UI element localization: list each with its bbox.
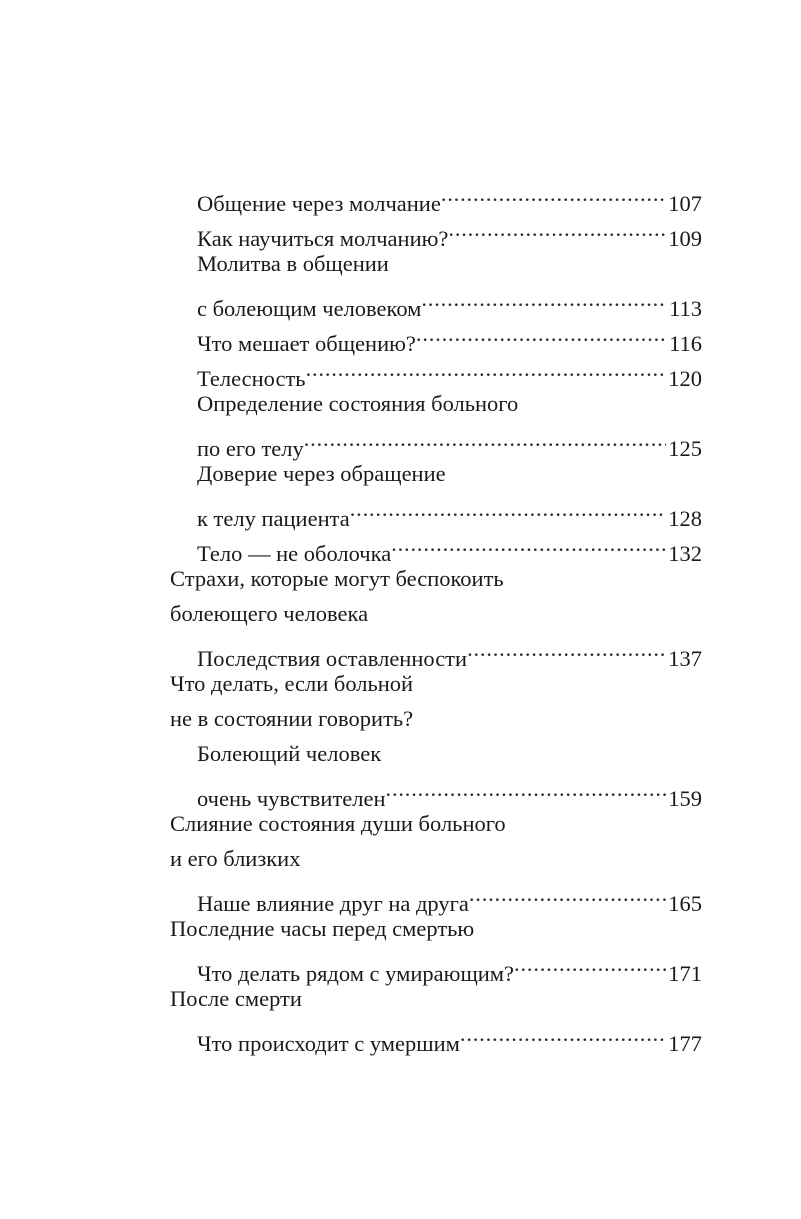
toc-entry-title: После смерти bbox=[170, 986, 302, 1011]
toc-entry-title: болеющего человека bbox=[170, 601, 369, 626]
toc-entry-title: к телу пациента bbox=[197, 506, 350, 531]
toc-entry-title: Слияние состояния души больного bbox=[170, 811, 506, 836]
toc-page-number: 120 bbox=[668, 366, 702, 391]
toc-dot-leader bbox=[304, 421, 667, 456]
toc-dot-leader bbox=[514, 946, 666, 981]
toc-entry[interactable] bbox=[170, 631, 702, 671]
toc-entry-title: Молитва в общении bbox=[197, 251, 389, 276]
toc-dot-leader bbox=[467, 631, 666, 666]
toc-dot-leader bbox=[416, 316, 667, 351]
toc-dot-leader bbox=[350, 491, 667, 526]
toc-entry-title: с болеющим человеком bbox=[197, 296, 422, 321]
toc-heading-line bbox=[170, 736, 702, 771]
toc-page-number: 132 bbox=[668, 541, 702, 566]
toc-entry-title: Что делать, если больной bbox=[170, 671, 414, 696]
toc-page-number: 113 bbox=[669, 296, 702, 321]
toc-page-number: 109 bbox=[668, 226, 702, 251]
toc-heading-line bbox=[170, 386, 702, 421]
toc-heading-line bbox=[170, 596, 702, 631]
toc-entry[interactable] bbox=[170, 946, 702, 986]
toc-page-number: 177 bbox=[668, 1031, 702, 1056]
toc-entry-title: Определение состояния больного bbox=[197, 391, 519, 416]
toc-page-number: 137 bbox=[668, 646, 702, 671]
toc-dot-leader bbox=[460, 1016, 666, 1051]
toc-entry[interactable] bbox=[170, 281, 702, 321]
toc-page-number: 116 bbox=[669, 331, 702, 356]
toc-entry[interactable] bbox=[170, 1016, 702, 1056]
toc-entry-title: не в состоянии говорить? bbox=[170, 706, 414, 731]
toc-entry-title: Что происходит с умершим bbox=[197, 1031, 460, 1056]
toc-heading-line bbox=[170, 701, 702, 736]
toc-entry-title: Наше влияние друг на друга bbox=[197, 891, 469, 916]
toc-heading-line bbox=[170, 841, 702, 876]
toc-page-number: 125 bbox=[668, 436, 702, 461]
toc-entry[interactable] bbox=[170, 421, 702, 461]
toc-entry-title: Что делать рядом с умирающим? bbox=[197, 961, 515, 986]
toc-entry-title: Как научиться молчанию? bbox=[197, 226, 449, 251]
toc-heading-line bbox=[170, 806, 702, 841]
table-of-contents bbox=[170, 176, 702, 1056]
toc-page-number: 128 bbox=[668, 506, 702, 531]
toc-entry-title: Последствия оставленности bbox=[197, 646, 468, 671]
toc-entry-title: Общение через молчание bbox=[197, 191, 441, 216]
toc-heading-line bbox=[170, 561, 702, 596]
toc-entry[interactable] bbox=[170, 876, 702, 916]
toc-entry-title: Что мешает общению? bbox=[197, 331, 416, 356]
toc-page-number: 159 bbox=[668, 786, 702, 811]
toc-dot-leader bbox=[469, 876, 666, 911]
toc-page-number: 107 bbox=[668, 191, 702, 216]
toc-page-number: 171 bbox=[668, 961, 702, 986]
toc-entry-title: Болеющий человек bbox=[197, 741, 382, 766]
toc-entry-title: по его телу bbox=[197, 436, 304, 461]
toc-entry[interactable] bbox=[170, 176, 702, 216]
toc-entry-title: Доверие через обращение bbox=[197, 461, 446, 486]
toc-entry-title: Последние часы перед смертью bbox=[170, 916, 475, 941]
toc-entry-title: Телесность bbox=[197, 366, 306, 391]
toc-entry-title: Тело — не оболочка bbox=[197, 541, 392, 566]
toc-dot-leader bbox=[391, 526, 666, 561]
toc-entry-title: и его близких bbox=[170, 846, 301, 871]
toc-dot-leader bbox=[448, 211, 666, 246]
toc-page-number: 165 bbox=[668, 891, 702, 916]
toc-entry-title: Страхи, которые могут беспокоить bbox=[170, 566, 504, 591]
toc-dot-leader bbox=[441, 176, 666, 211]
toc-heading-line bbox=[170, 456, 702, 491]
toc-entry[interactable] bbox=[170, 771, 702, 811]
toc-entry[interactable] bbox=[170, 491, 702, 531]
toc-dot-leader bbox=[386, 771, 667, 806]
toc-heading-line bbox=[170, 911, 702, 946]
toc-dot-leader bbox=[421, 281, 667, 316]
toc-dot-leader bbox=[306, 351, 667, 386]
toc-entry-title: очень чувствителен bbox=[197, 786, 386, 811]
